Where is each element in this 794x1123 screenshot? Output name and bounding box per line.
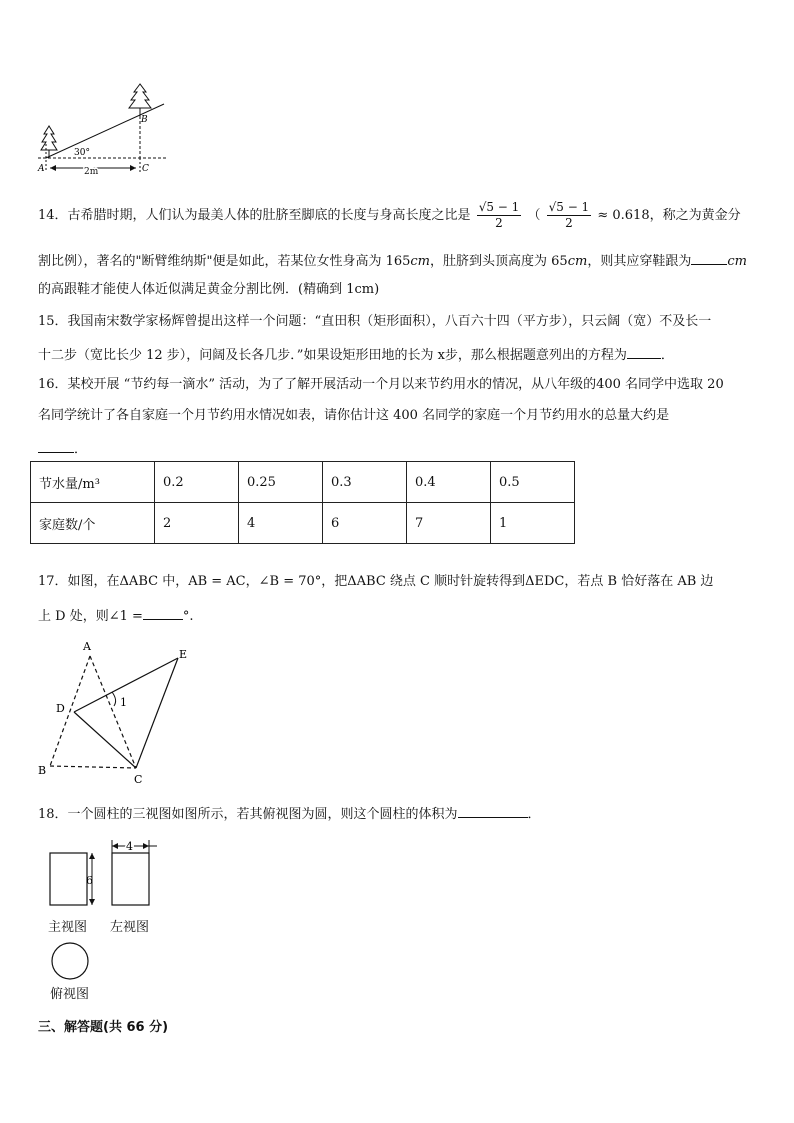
left-view-rect bbox=[112, 853, 149, 905]
q15-line2: 十二步（宽比长少 12 步），问阔及长各几步．”如果设矩形田地的长为 x步，那么根据题意列出的方程为 ． bbox=[38, 344, 674, 365]
distance-2m-label: 2m bbox=[84, 167, 99, 177]
rotation-triangle-figure bbox=[36, 640, 196, 788]
top-view-circle bbox=[52, 943, 88, 979]
table-cell: 4 bbox=[239, 503, 323, 544]
table-cell: 1 bbox=[491, 503, 575, 544]
q18-answer-blank[interactable] bbox=[458, 803, 528, 818]
table-row bbox=[31, 462, 575, 503]
point-e-label: E bbox=[179, 648, 188, 661]
table-row bbox=[31, 503, 575, 544]
width-dim-label: 4 bbox=[126, 840, 133, 853]
table-cell: 0.4 bbox=[407, 462, 491, 503]
segment-dc bbox=[74, 712, 136, 768]
table-cell: 0.25 bbox=[239, 462, 323, 503]
point-a-label: A bbox=[38, 164, 45, 174]
q17-line2: 上 D 处，则∠1 = °. bbox=[38, 605, 194, 626]
q16-line1: 16．某校开展 “节约每一滴水” 活动，为了了解开展活动一个月以来节约用水的情况，从八年级的400 名同学中选取 20 bbox=[38, 377, 724, 392]
table-cell: 0.5 bbox=[491, 462, 575, 503]
q14-text-c: ≈ 0.618，称之为黄金分 bbox=[597, 208, 741, 223]
q14-line1 bbox=[38, 200, 741, 230]
q14-line3: 的高跟鞋才能使人体近似满足黄金分割比例．(精确到 1cm) bbox=[38, 282, 380, 297]
point-c-label: C bbox=[142, 164, 149, 174]
angle-1-label: 1 bbox=[120, 696, 127, 709]
q14-text-a: 14．古希腊时期，人们认为最美人体的肚脐至脚底的长度与身高长度之比是 bbox=[38, 208, 471, 223]
table-cell: 2 bbox=[155, 503, 239, 544]
q15-answer-blank[interactable] bbox=[627, 344, 661, 359]
table-cell: 0.3 bbox=[323, 462, 407, 503]
height-dim-label: 6 bbox=[86, 874, 93, 887]
tree-shadow-figure bbox=[36, 82, 176, 178]
golden-fraction-2: $\frac{√5 - 1}{2}$ bbox=[548, 200, 590, 230]
water-saving-table bbox=[30, 461, 575, 544]
q17-answer-blank[interactable] bbox=[143, 605, 183, 620]
point-c-label: C bbox=[134, 773, 143, 786]
section-heading: 三、解答题(共 66 分) bbox=[38, 1020, 169, 1035]
point-b-label: B bbox=[38, 764, 47, 777]
q17-line1: 17．如图，在ΔABC 中，AB = AC，∠B = 70°，把ΔABC 绕点 C 顺时针旋转得到ΔEDC，若点 B 恰好落在 AB 边 bbox=[38, 574, 714, 589]
table-cell: 7 bbox=[407, 503, 491, 544]
segment-ac bbox=[90, 656, 136, 768]
table-cell: 6 bbox=[323, 503, 407, 544]
top-view-label: 俯视图 bbox=[50, 987, 90, 1002]
q16-line3: ． bbox=[38, 438, 87, 459]
table-cell: 0.2 bbox=[155, 462, 239, 503]
q16-answer-blank[interactable] bbox=[38, 438, 74, 453]
front-view-rect bbox=[50, 853, 87, 905]
table-header-cell: 节水量/m³ bbox=[31, 462, 155, 503]
angle-30-label: 30° bbox=[74, 148, 90, 158]
point-d-label: D bbox=[56, 702, 65, 715]
point-a-label: A bbox=[83, 640, 91, 653]
angle-1-arc bbox=[112, 692, 116, 706]
left-view-label: 左视图 bbox=[110, 920, 150, 935]
table-header-cell: 家庭数/个 bbox=[31, 503, 155, 544]
segment-ec bbox=[136, 658, 178, 768]
sun-ray-line bbox=[46, 104, 164, 158]
front-view-label: 主视图 bbox=[48, 920, 88, 935]
q14-answer-blank[interactable] bbox=[691, 250, 727, 265]
q18-line1: 18．一个圆柱的三视图如图所示，若其俯视图为圆，则这个圆柱的体积为 ． bbox=[38, 803, 541, 824]
golden-fraction: $\frac{√5 - 1}{2}$ bbox=[478, 200, 520, 230]
q16-line2: 名同学统计了各自家庭一个月节约用水情况如表，请你估计这 400 名同学的家庭一个月节约用水的总量大约是 bbox=[38, 408, 670, 423]
segment-bc bbox=[50, 766, 136, 768]
three-views-figure bbox=[40, 836, 170, 986]
q14-line2: 割比例），著名的"断臂维纳斯"便是如此，若某位女性身高为 165cm，肚脐到头顶高度为 65cm，则其应穿鞋跟为 cm bbox=[38, 250, 747, 271]
q14-paren: （ bbox=[527, 208, 541, 223]
tree-a-icon bbox=[41, 126, 57, 158]
point-b-label: B bbox=[141, 115, 148, 125]
q15-line1: 15．我国南宋数学家杨辉曾提出这样一个问题：“直田积（矩形面积），八百六十四（平方步），只云阔（宽）不及长一 bbox=[38, 314, 712, 329]
